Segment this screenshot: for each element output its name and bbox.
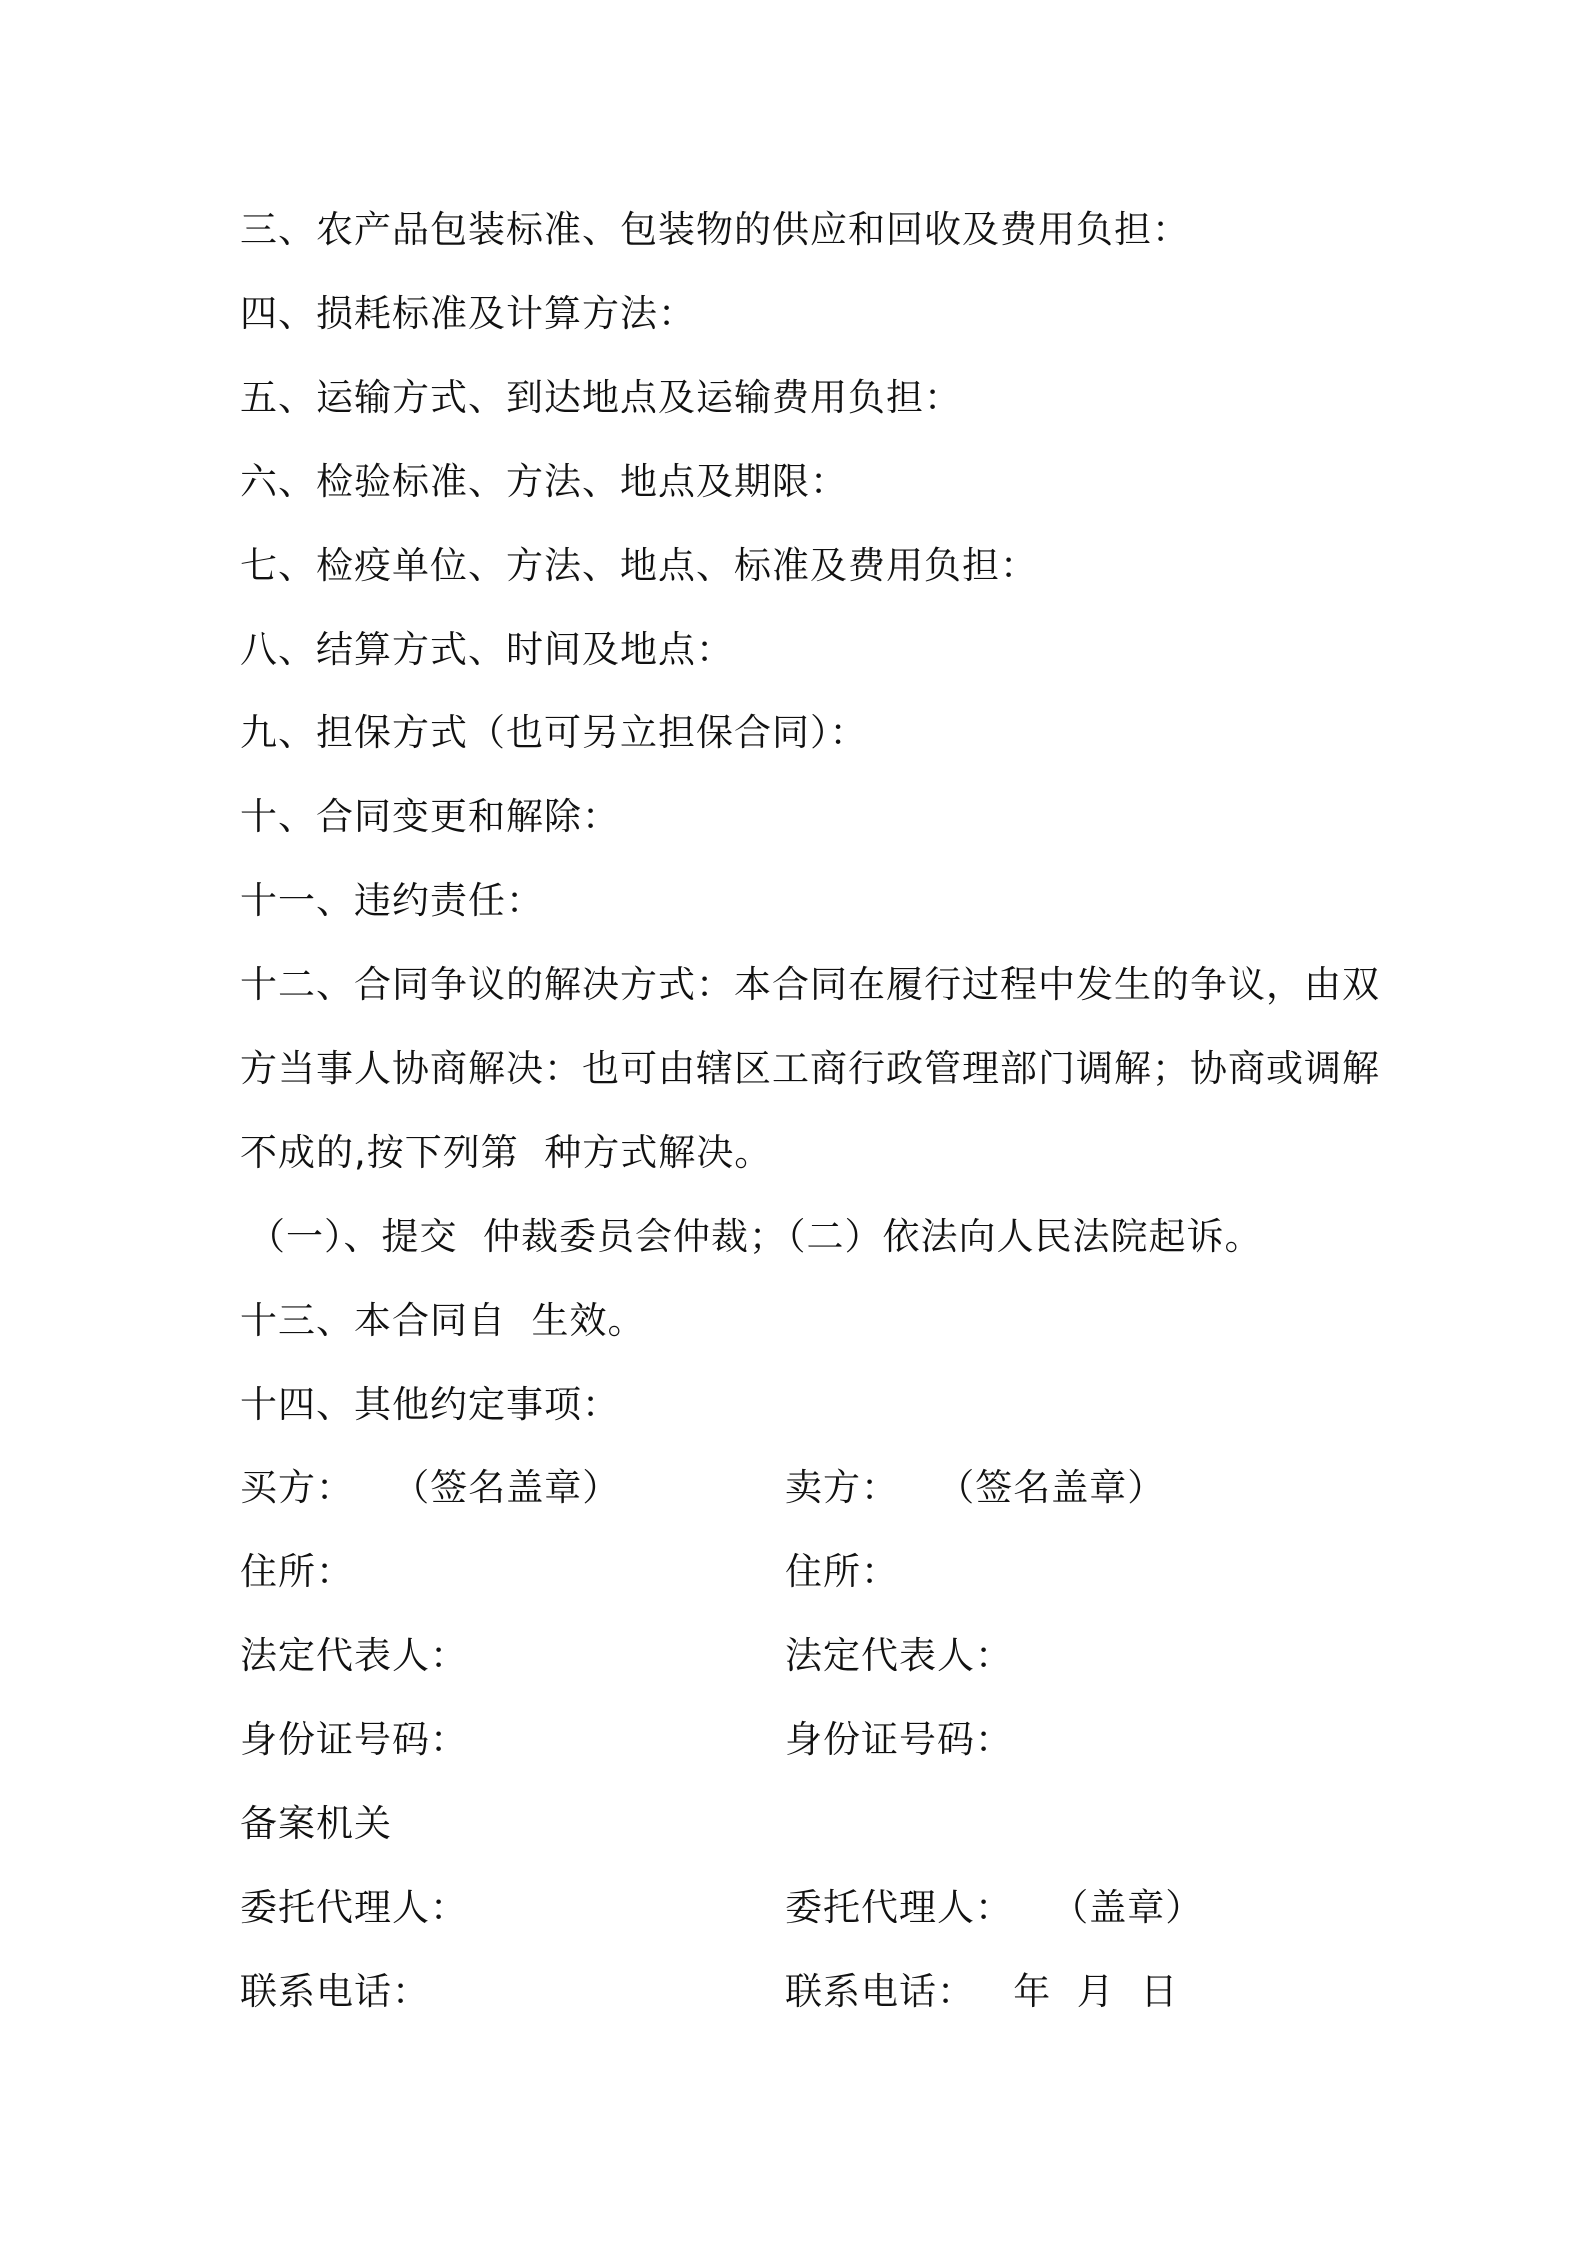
clause-3: 三、农产品包装标准、包装物的供应和回收及费用负担： xyxy=(240,208,1190,251)
clause-6: 六、检验标准、方法、地点及期限： xyxy=(240,460,848,503)
buyer-signature: 买方： （签名盖章） xyxy=(240,1466,621,1509)
clause-10: 十、合同变更和解除： xyxy=(240,795,620,838)
clause-9: 九、担保方式（也可另立担保合同）： xyxy=(240,711,868,754)
buyer-phone: 联系电话： xyxy=(240,1970,430,2013)
seller-agent: 委托代理人： （盖章） xyxy=(785,1886,1204,1929)
clause-12-line-1: 十二、合同争议的解决方式：本合同在履行过程中发生的争议，由双 xyxy=(240,963,1380,1006)
clause-11: 十一、违约责任： xyxy=(240,879,544,922)
seller-legal-rep: 法定代表人： xyxy=(785,1634,1013,1677)
clause-4: 四、损耗标准及计算方法： xyxy=(240,292,696,335)
buyer-address: 住所： xyxy=(240,1550,354,1593)
seller-address: 住所： xyxy=(785,1550,899,1593)
clause-14: 十四、其他约定事项： xyxy=(240,1383,620,1426)
buyer-id-number: 身份证号码： xyxy=(240,1718,468,1761)
seller-id-number: 身份证号码： xyxy=(785,1718,1013,1761)
seller-signature: 卖方： （签名盖章） xyxy=(785,1466,1166,1509)
clause-12-options: （一）、提交 仲裁委员会仲裁；（二）依法向人民法院起诉。 xyxy=(248,1215,1263,1258)
seller-phone-date: 联系电话： 年 月 日 xyxy=(785,1970,1179,2013)
clause-7: 七、检疫单位、方法、地点、标准及费用负担： xyxy=(240,544,1038,587)
clause-13: 十三、本合同自 生效。 xyxy=(240,1299,646,1342)
buyer-legal-rep: 法定代表人： xyxy=(240,1634,468,1677)
clause-12-line-3: 不成的,按下列第 种方式解决。 xyxy=(240,1131,773,1174)
clause-8: 八、结算方式、时间及地点： xyxy=(240,628,734,671)
clause-12-line-2: 方当事人协商解决：也可由辖区工商行政管理部门调解；协商或调解 xyxy=(240,1047,1380,1090)
buyer-agent: 委托代理人： xyxy=(240,1886,468,1929)
filing-authority: 备案机关 xyxy=(240,1802,392,1845)
clause-5: 五、运输方式、到达地点及运输费用负担： xyxy=(240,376,962,419)
